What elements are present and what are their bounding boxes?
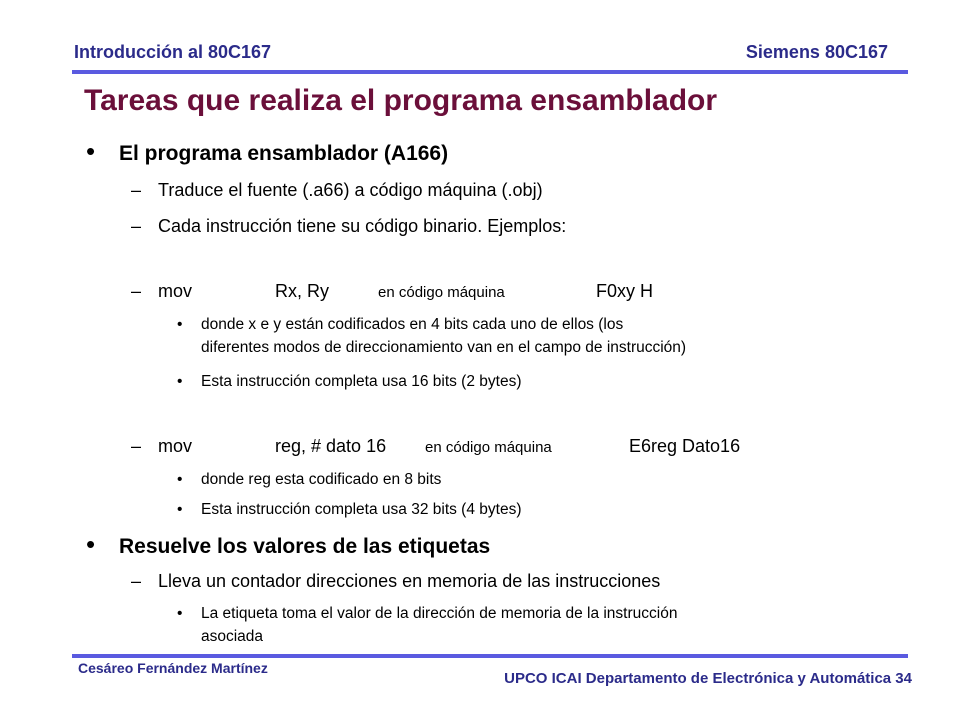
operands: reg, # dato 16 <box>275 436 387 456</box>
note-text: La etiqueta toma el valor de la dirección de memoria de la instrucción <box>201 605 678 622</box>
dash-marker: – <box>131 216 142 236</box>
sub-item-text: Lleva un contador direcciones en memoria de las instrucciones <box>158 571 661 591</box>
bullet-assembler <box>86 136 449 166</box>
dash-marker: – <box>131 281 142 301</box>
example-mov-reg-dato <box>131 436 741 457</box>
note-marker: • <box>177 501 183 518</box>
dash-marker: – <box>131 436 142 456</box>
dash-marker: – <box>131 180 142 200</box>
note-marker: • <box>177 316 183 333</box>
slide-title: Tareas que realiza el programa ensamblador <box>84 84 718 117</box>
sub-item-text: Cada instrucción tiene su código binario. Ejemplos: <box>158 216 567 236</box>
machine-code: F0xy H <box>596 281 654 301</box>
machine-code: E6reg Dato16 <box>629 436 741 456</box>
note-item <box>177 370 522 393</box>
bullet-text: Resuelve los valores de las etiquetas <box>119 535 491 558</box>
bullet-text: El programa ensamblador (A166) <box>119 142 449 165</box>
example-mov-rx-ry <box>131 281 654 302</box>
note-item <box>177 313 687 359</box>
footer-institution-page: UPCO ICAI Departamento de Electrónica y Automática 34 <box>504 670 912 687</box>
sub-item-text: Traduce el fuente (.a66) a código máquina (.obj) <box>158 180 543 200</box>
bullet-marker: • <box>86 529 96 559</box>
sub-item-counter <box>131 571 661 592</box>
note-text: donde reg esta codificado en 8 bits <box>201 471 442 488</box>
bullet-labels <box>86 529 491 559</box>
dash-marker: – <box>131 571 142 591</box>
note-marker: • <box>177 373 183 390</box>
connector-text: en código máquina <box>378 284 505 301</box>
operands: Rx, Ry <box>275 281 329 301</box>
sub-item-translate <box>131 180 543 201</box>
note-text: asociada <box>201 628 264 645</box>
mnemonic: mov <box>158 436 193 456</box>
note-item <box>177 468 442 491</box>
note-marker: • <box>177 471 183 488</box>
bottom-divider <box>72 654 908 658</box>
footer-author: Cesáreo Fernández Martínez <box>78 660 268 676</box>
note-text: Esta instrucción completa usa 16 bits (2 bytes) <box>201 373 522 390</box>
mnemonic: mov <box>158 281 193 301</box>
note-item <box>177 602 678 648</box>
note-text: Esta instrucción completa usa 32 bits (4 bytes) <box>201 501 522 518</box>
note-marker: • <box>177 605 183 622</box>
connector-text: en código máquina <box>425 439 552 456</box>
note-text: donde x e y están codificados en 4 bits cada uno de ellos (los <box>201 316 624 333</box>
header-left: Introducción al 80C167 <box>74 42 272 62</box>
sub-item-binary <box>131 216 567 237</box>
header-right: Siemens 80C167 <box>745 42 888 62</box>
note-text: diferentes modos de direccionamiento van en el campo de instrucción) <box>201 339 687 356</box>
top-divider <box>72 70 908 74</box>
note-item <box>177 498 522 521</box>
bullet-marker: • <box>86 136 96 166</box>
